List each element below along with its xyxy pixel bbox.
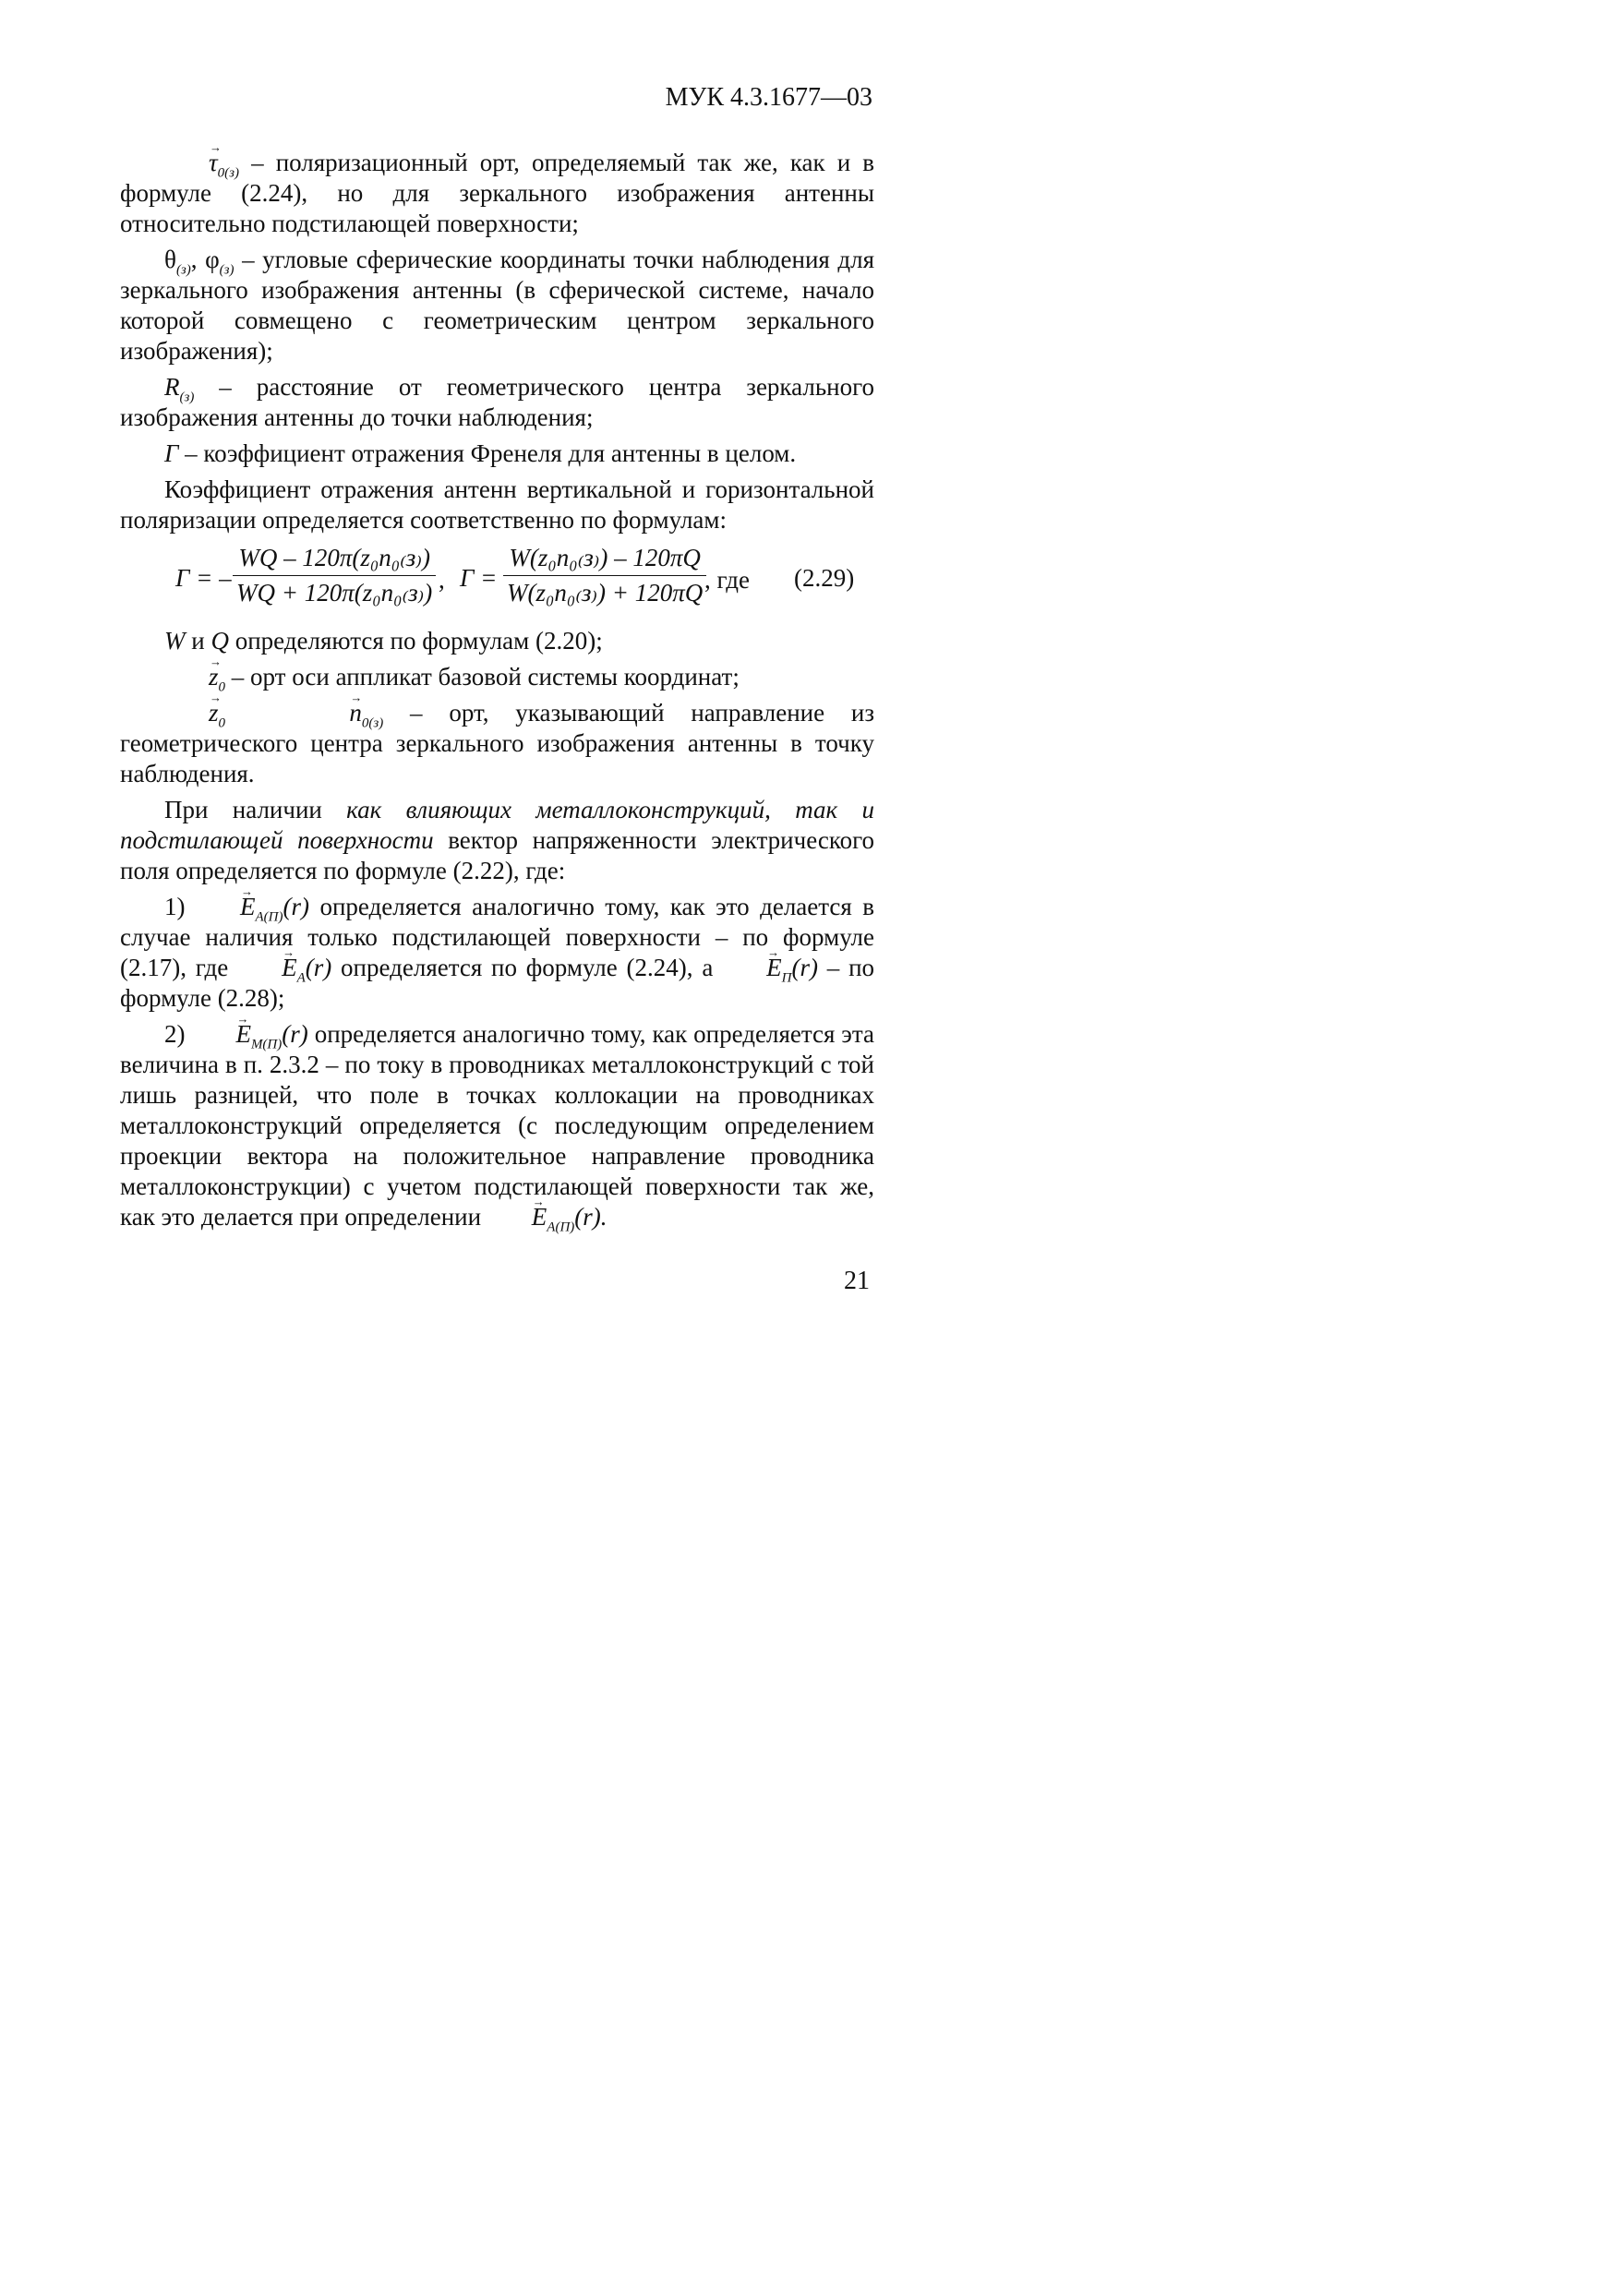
- w-q-and: и: [191, 627, 205, 655]
- w-symbol: W: [164, 627, 186, 655]
- presence-rest: вектор напряженности электрического поля определяется по формуле (2.22), где:: [120, 826, 874, 884]
- fraction-1-denominator: WQ + 120π(z₀n₀₍з₎): [236, 579, 433, 607]
- def-r: [120, 372, 874, 433]
- theta-phi-comma: ,: [190, 246, 198, 273]
- theta-subscript: (з): [175, 262, 191, 278]
- r-definition: – расстояние от геометрического центра зеркального изображения антенны до точки наблюдения;: [120, 373, 874, 431]
- item-1-ea-subscript: A: [296, 970, 306, 986]
- item-2-end-symbol: → E: [487, 1202, 547, 1232]
- item-1-e-arg: (r): [283, 893, 309, 920]
- item-1-ea-arg: (r): [305, 954, 332, 981]
- document-page: [0, 0, 1016, 1436]
- item-1-e-subscript: A(П): [255, 909, 283, 925]
- item-1-ep-arg: (r): [791, 954, 818, 981]
- tau-subscript: 0(з): [217, 165, 240, 181]
- item-2: [120, 1019, 875, 1235]
- item-2-text: определяется аналогично тому, как определяется эта величина в п. 2.3.2 – по току в проводниках металлоконструкций с той лишь разницей, что поле в точках коллокации на проводниках металлоконструкций определяется (с последующим определением проекции вектора на положительное направление проводника металлоконструкции) с учетом подстилающей поверхности так же, как это делается при определении: [120, 1020, 875, 1231]
- item-1-e-symbol: → E: [196, 892, 256, 922]
- def-w-q: [120, 626, 874, 656]
- item-2-e-symbol: → E: [191, 1019, 251, 1050]
- formula-2-29: [120, 543, 874, 619]
- item-1-ea-symbol: → E: [237, 953, 297, 983]
- z0-subscript: 0: [218, 679, 226, 695]
- page-number: 21: [844, 1267, 870, 1295]
- formula-where: , где: [704, 566, 750, 594]
- r-subscript: (з): [179, 390, 195, 405]
- body-text: [120, 148, 874, 1238]
- def-z0: [120, 662, 874, 695]
- q-symbol: Q: [211, 627, 229, 655]
- def-tau: [120, 148, 874, 239]
- fraction-1: [233, 543, 436, 608]
- item-1-ep-symbol: → E: [722, 953, 782, 983]
- formula-lhs-2: Г =: [460, 564, 498, 592]
- tau-definition: – поляризационный орт, определяемый так же, как и в формуле (2.24), но для зеркального изображения антенны относительно подстилающей поверхности;: [120, 149, 875, 237]
- fraction-2-denominator: W(z₀n₀₍з₎) + 120πQ: [507, 579, 704, 607]
- formula-lhs-1: Г = –: [175, 564, 232, 592]
- item-2-end-arg: (r).: [574, 1203, 607, 1231]
- presence-paragraph: [120, 795, 874, 886]
- n0-subscript: 0(з): [361, 715, 384, 731]
- gamma-symbol: Г: [164, 439, 179, 467]
- item-1-number: 1): [164, 893, 186, 920]
- z0-symbol: → z: [164, 662, 219, 692]
- item-1: [120, 892, 874, 1014]
- gamma-definition: – коэффициент отражения Френеля для антенны в целом.: [185, 439, 797, 467]
- r-symbol: R: [164, 373, 180, 401]
- item-1-text-1: определяется аналогично тому, как это делается в случае наличия только подстилающей поверхности – по формуле (2.17), где: [120, 893, 875, 981]
- equation-number: (2.29): [794, 564, 855, 592]
- presence-italic: как влияющих металлоконструкций, так и подстилающей поверхности: [120, 796, 874, 854]
- fraction-2: [503, 543, 706, 608]
- def-gamma: [120, 439, 874, 469]
- item-1-text-3: – по формуле (2.28);: [120, 954, 875, 1012]
- item-2-end-subscript: A(П): [547, 1220, 575, 1235]
- item-1-ep-subscript: П: [781, 970, 792, 986]
- item-2-number: 2): [164, 1020, 186, 1048]
- fraction-1-numerator: WQ – 120π(z₀n₀₍з₎): [233, 543, 436, 576]
- fraction-2-numerator: W(z₀n₀₍з₎) – 120πQ: [503, 543, 706, 576]
- z0-symbol-2: → z: [164, 698, 219, 728]
- w-q-definition: определяются по формулам (2.20);: [235, 627, 603, 655]
- phi-subscript: (з): [219, 262, 235, 278]
- phi-symbol: φ: [205, 246, 220, 273]
- def-theta-phi: [120, 245, 874, 366]
- n0-definition: – орт, указывающий направление из геометрического центра зеркального изображения антенны в точку наблюдения.: [120, 699, 874, 787]
- item-2-e-arg: (r): [282, 1020, 308, 1048]
- formula-separator: ,: [439, 566, 445, 594]
- theta-phi-definition: – угловые сферические координаты точки наблюдения для зеркального изображения антенны (в сферической системе, начало которой совмещено с геометрическим центром зеркального изображения);: [120, 246, 874, 365]
- doc-code-header: МУК 4.3.1677—03: [665, 83, 872, 112]
- n0-symbol: → n: [305, 698, 362, 728]
- z0-subscript-2: 0: [218, 715, 226, 731]
- z0-definition: – орт оси аппликат базовой системы координат;: [231, 663, 740, 691]
- def-n0: [120, 698, 874, 789]
- tau-symbol: → τ: [164, 148, 218, 178]
- item-1-text-2: определяется по формуле (2.24), а: [341, 954, 714, 981]
- item-2-e-subscript: M(П): [250, 1037, 283, 1052]
- coefficient-paragraph: Коэффициент отражения антенн вертикальной и горизонтальной поляризации определяется соответственно по формулам:: [120, 475, 874, 534]
- presence-lead: При наличии: [164, 796, 322, 823]
- theta-symbol: θ: [164, 246, 176, 273]
